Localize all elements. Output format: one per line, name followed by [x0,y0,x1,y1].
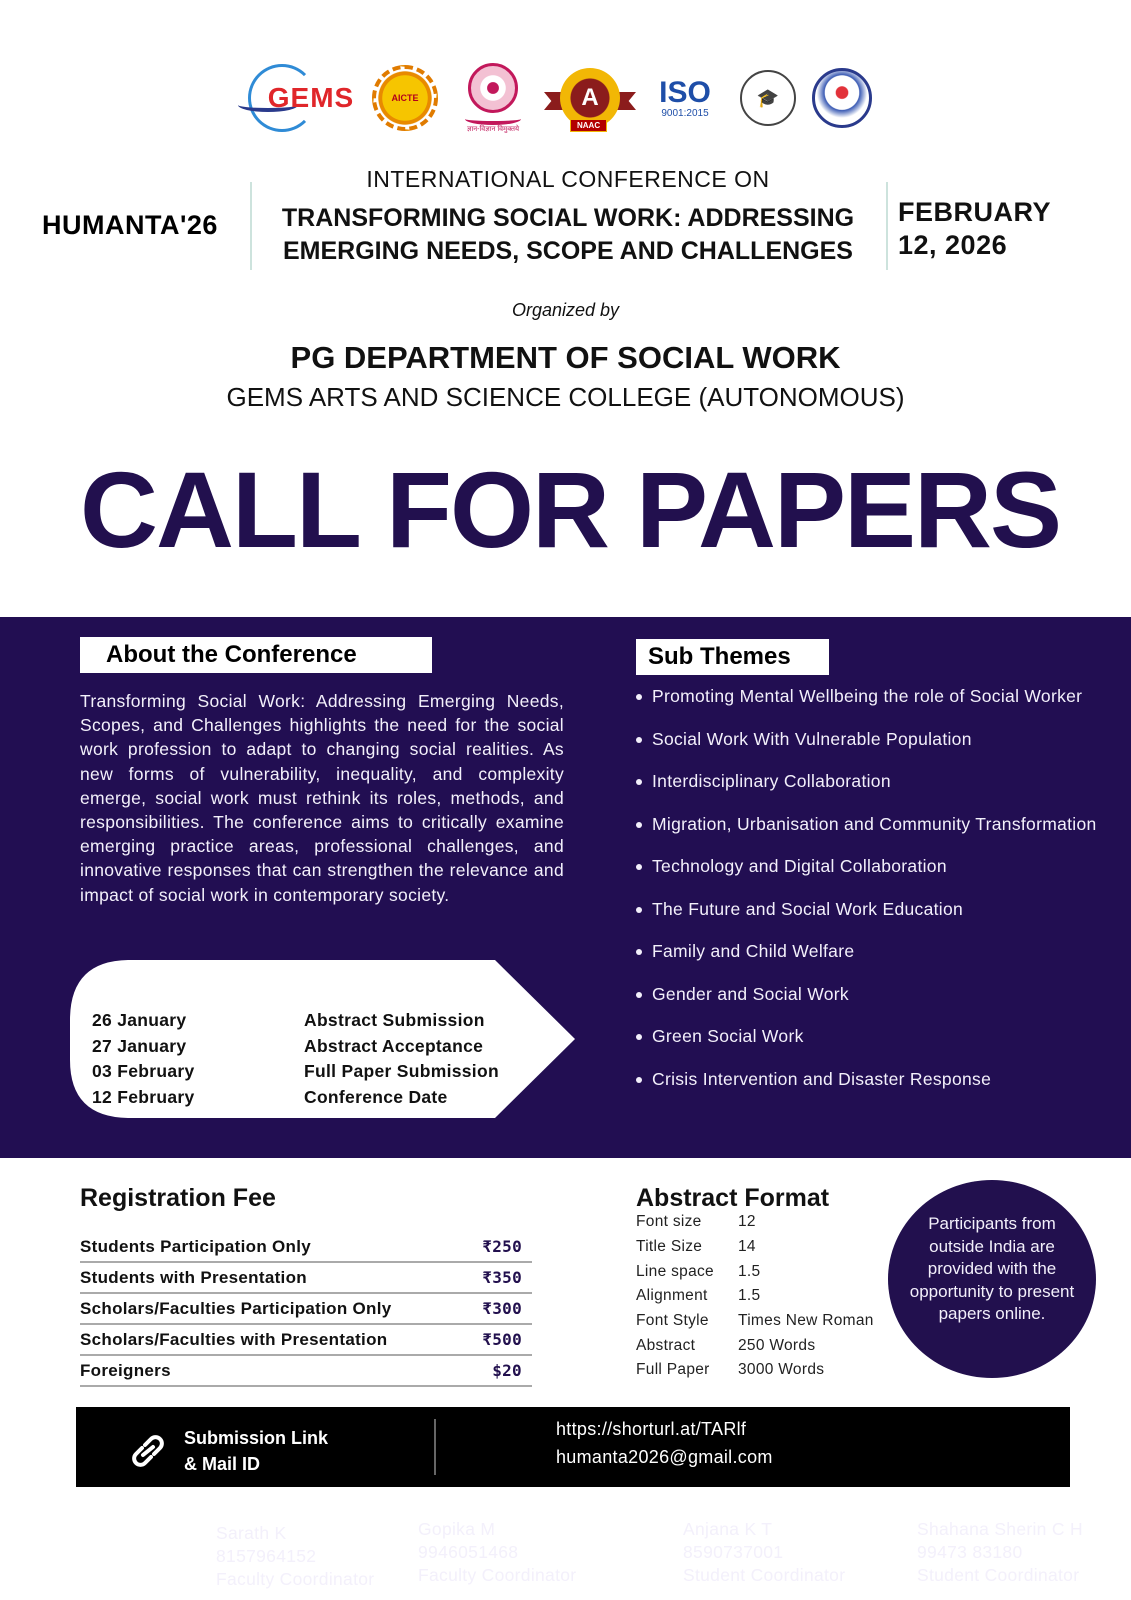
iso-logo: ISO 9001:2015 [659,75,711,119]
sub-theme-item: Interdisciplinary Collaboration [636,771,1106,792]
about-heading: About the Conference [80,637,432,673]
fee-category: Scholars/Faculties Participation Only [80,1298,392,1318]
divider [250,182,252,270]
divider [434,1419,436,1475]
sub-theme-item: Green Social Work [636,1026,1106,1047]
fee-row [80,1263,532,1294]
conference-header [0,162,1131,272]
contact-card [683,1518,845,1587]
department-name: PG DEPARTMENT OF SOCIAL WORK [290,340,841,375]
aicte-logo: AICTE [370,58,440,138]
fee-row [80,1325,532,1356]
fee-amount: ₹350 [482,1268,522,1287]
sub-themes-list [636,686,1106,1111]
contact-role: Faculty Coordinator [418,1565,577,1585]
sub-theme-item: Social Work With Vulnerable Population [636,729,1106,750]
abstract-format-heading: Abstract Format [636,1184,830,1212]
conference-theme: TRANSFORMING SOCIAL WORK: ADDRESSING EMERGING NEEDS, SCOPE AND CHALLENGES [281,204,855,265]
sub-theme-item: Gender and Social Work [636,984,1106,1005]
organized-by-label: Organized by [511,300,620,320]
sub-theme-item: The Future and Social Work Education [636,899,1106,920]
event-item: Conference Date [304,1086,448,1107]
contact-card [917,1518,1083,1587]
contact-role: Faculty Coordinator [216,1569,375,1589]
events-column [304,1008,499,1110]
date-item: 03 February [92,1061,195,1081]
sub-themes-heading: Sub Themes [636,639,829,675]
contact-phone[interactable]: 8590737001 [683,1542,784,1562]
details-section [0,617,1131,1158]
date-item: 26 January [92,1010,187,1030]
sub-theme-item: Technology and Digital Collaboration [636,856,1106,877]
fee-row [80,1232,532,1263]
sub-theme-item: Migration, Urbanisation and Community Transformation [636,814,1106,835]
fee-amount: ₹500 [482,1330,522,1349]
format-row: Full Paper 3000 Words [636,1361,825,1379]
submission-label: Submission Link & Mail ID [184,1428,329,1474]
event-item: Full Paper Submission [304,1061,499,1081]
fee-row [80,1356,532,1387]
fee-amount: $20 [492,1361,522,1380]
logo-row [238,58,898,138]
submission-link[interactable]: https://shorturl.at/TARlf [556,1419,747,1439]
registration-heading: Registration Fee [80,1184,276,1212]
sub-theme-item: Crisis Intervention and Disaster Response [636,1069,1106,1090]
graduation-cap-icon: 🎓 [740,70,796,126]
contact-name: Sarath K [216,1523,287,1543]
important-dates-box [70,960,575,1118]
iqac-logo [738,58,798,138]
format-row: Alignment 1.5 [636,1287,761,1305]
ugc-logo: ज्ञान-विज्ञान विमुक्तये [460,58,526,138]
contact-phone[interactable]: 9946051468 [418,1542,519,1562]
contact-role: Student Coordinator [683,1565,846,1585]
fee-category: Foreigners [80,1360,171,1380]
sub-theme-item: Family and Child Welfare [636,941,1106,962]
fee-category: Students Participation Only [80,1236,312,1256]
event-item: Abstract Submission [304,1010,485,1030]
fee-row [80,1294,532,1325]
link-icon [128,1433,168,1469]
format-row: Font size 12 [636,1213,756,1231]
submission-email[interactable]: humanta2026@gmail.com [556,1447,773,1467]
fee-amount: ₹250 [482,1237,522,1256]
contact-phone[interactable]: 99473 83180 [917,1542,1023,1562]
submission-bar [76,1407,1070,1487]
format-row: Title Size 14 [636,1238,756,1256]
page-title: CALL FOR PAPERS [80,449,1061,570]
about-text: Transforming Social Work: Addressing Emerging Needs, Scopes, and Challenges highlights the need for the social work profession to adapt to changing social realities. As new forms of vulnerability, inequality, and complexity emerge, social work must rethink its roles, methods, and responsibilities. The conference aims to critically examine emerging practice areas, professional challenges, and innovative responses that can strengthen the relevance and impact of social work in contemporary society. [80,691,564,905]
gems-logo: GEMS [238,58,358,138]
contact-card [216,1522,374,1591]
contact-name: Shahana Sherin C H [917,1519,1083,1539]
format-row: Font Style Times New Roman [636,1312,874,1330]
date-item: 12 February [92,1086,195,1107]
contact-card [418,1518,576,1587]
dates-column [92,1008,195,1110]
more-information-label: More Information [50,1528,197,1548]
format-row: Line space 1.5 [636,1262,761,1280]
online-participation-note: Participants from outside India are provided with the opportunity to present papers online. [888,1180,1096,1378]
fee-amount: ₹300 [482,1299,522,1318]
department-logo [810,58,874,138]
naac-logo: A NAAC [540,58,640,138]
contact-name: Anjana K T [683,1519,773,1539]
date-item: 27 January [92,1035,187,1056]
contact-phone[interactable]: 8157964152 [216,1546,317,1566]
contact-role: Student Coordinator [917,1565,1080,1585]
contact-name: Gopika M [418,1519,496,1539]
sub-theme-item: Promoting Mental Wellbeing the role of Social Worker [636,686,1106,707]
fee-category: Scholars/Faculties with Presentation [80,1329,388,1349]
format-row: Abstract 250 Words [636,1336,816,1354]
fee-table [80,1232,532,1387]
divider [886,182,888,270]
submission-values [556,1415,773,1471]
event-item: Abstract Acceptance [304,1035,484,1056]
abstract-format-list [636,1210,874,1383]
fee-category: Students with Presentation [80,1267,307,1287]
college-name: GEMS ARTS AND SCIENCE COLLEGE (AUTONOMOUS) [226,382,905,412]
event-short-name: HUMANTA'26 [42,210,218,240]
conference-prefix: INTERNATIONAL CONFERENCE ON [366,166,770,192]
conference-date: FEBRUARY 12, 2026 [898,197,1052,260]
